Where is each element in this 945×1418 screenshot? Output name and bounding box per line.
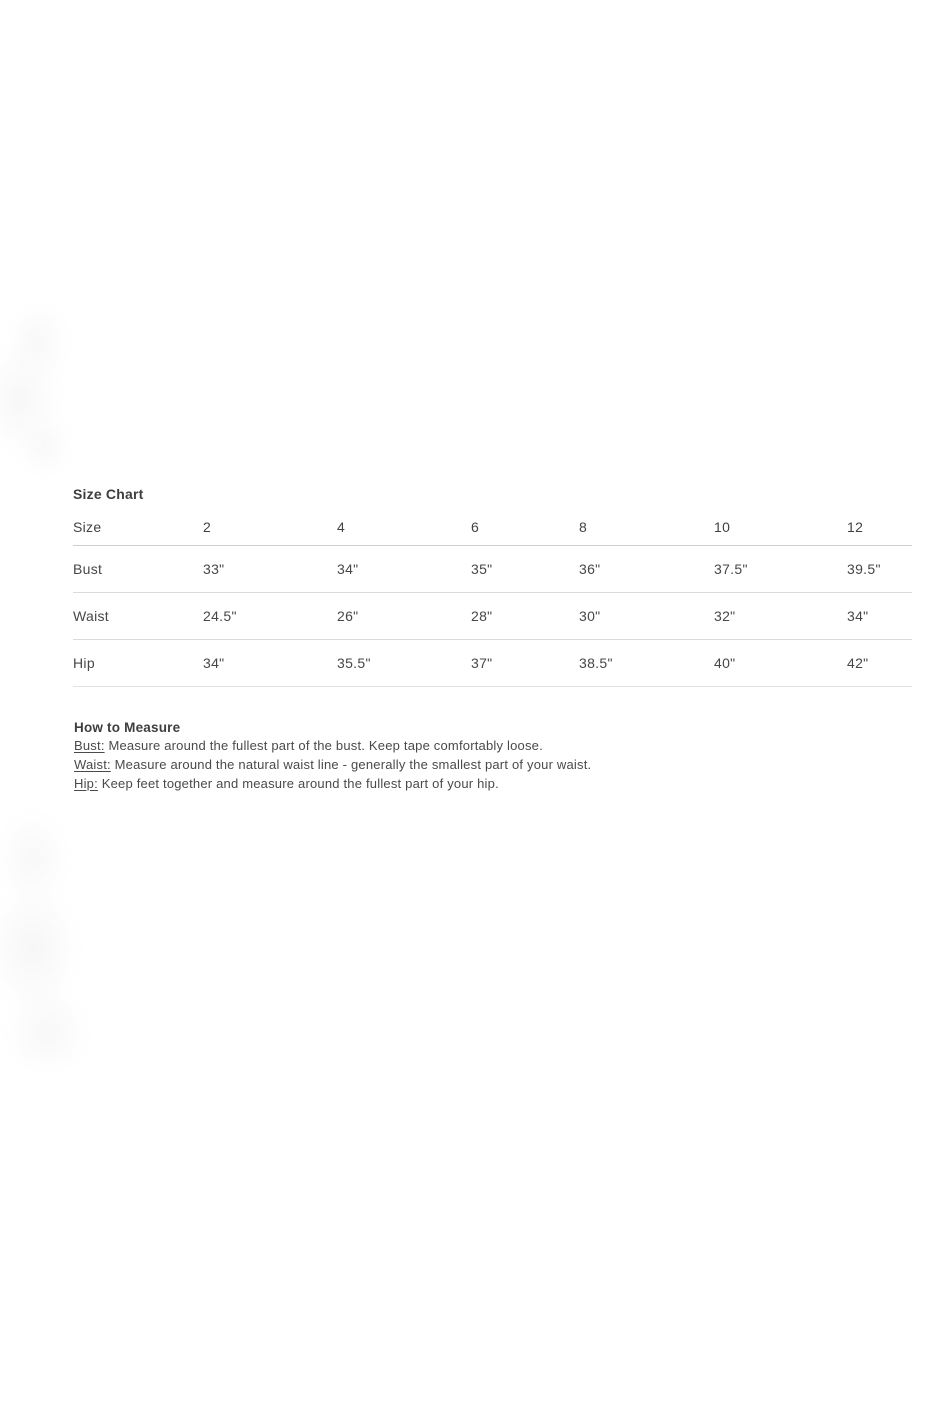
bust-size-12-value: 39.5"	[847, 545, 912, 592]
waist-size-2-value: 24.5"	[203, 592, 337, 639]
hip-size-2-value: 34"	[203, 639, 337, 686]
hip-size-8-value: 38.5"	[579, 639, 714, 686]
waist-size-4-value: 26"	[337, 592, 471, 639]
bust-size-10-value: 37.5"	[714, 545, 847, 592]
size-table-header-4: 4	[337, 510, 471, 545]
row-label-bust: Bust	[73, 545, 203, 592]
measure-instruction-waist	[74, 755, 774, 774]
waist-size-8-value: 30"	[579, 592, 714, 639]
size-table-row-waist	[73, 592, 912, 639]
size-table-header-10: 10	[714, 510, 847, 545]
size-table-row-bust	[73, 545, 912, 592]
bust-size-4-value: 34"	[337, 545, 471, 592]
bust-size-2-value: 33"	[203, 545, 337, 592]
size-table-row-hip	[73, 639, 912, 686]
hip-size-12-value: 42"	[847, 639, 912, 686]
measure-term-hip: Hip:	[74, 776, 98, 791]
size-table-header-row	[73, 510, 912, 545]
hip-size-10-value: 40"	[714, 639, 847, 686]
bust-size-6-value: 35"	[471, 545, 579, 592]
size-chart-table	[73, 510, 912, 687]
size-table-header-2: 2	[203, 510, 337, 545]
how-to-measure-section	[74, 719, 774, 793]
faint-scan-artifact-lower	[0, 808, 110, 1063]
measure-term-waist: Waist:	[74, 757, 111, 772]
size-chart-title: Size Chart	[73, 486, 144, 502]
faint-scan-artifact-upper	[0, 288, 92, 473]
waist-size-10-value: 32"	[714, 592, 847, 639]
measure-instruction-bust	[74, 736, 774, 755]
waist-size-6-value: 28"	[471, 592, 579, 639]
measure-description-bust: Measure around the fullest part of the bust. Keep tape comfortably loose.	[108, 738, 543, 753]
size-table-header-12: 12	[847, 510, 912, 545]
waist-size-12-value: 34"	[847, 592, 912, 639]
size-table-header-size: Size	[73, 510, 203, 545]
measure-term-bust: Bust:	[74, 738, 105, 753]
measure-instruction-hip	[74, 774, 774, 793]
size-table-header-6: 6	[471, 510, 579, 545]
how-to-measure-title: How to Measure	[74, 720, 181, 735]
measure-description-hip: Keep feet together and measure around the fullest part of your hip.	[101, 776, 499, 791]
hip-size-6-value: 37"	[471, 639, 579, 686]
hip-size-4-value: 35.5"	[337, 639, 471, 686]
row-label-hip: Hip	[73, 639, 203, 686]
size-table-header-8: 8	[579, 510, 714, 545]
measure-description-waist: Measure around the natural waist line - generally the smallest part of your waist.	[114, 757, 592, 772]
bust-size-8-value: 36"	[579, 545, 714, 592]
row-label-waist: Waist	[73, 592, 203, 639]
